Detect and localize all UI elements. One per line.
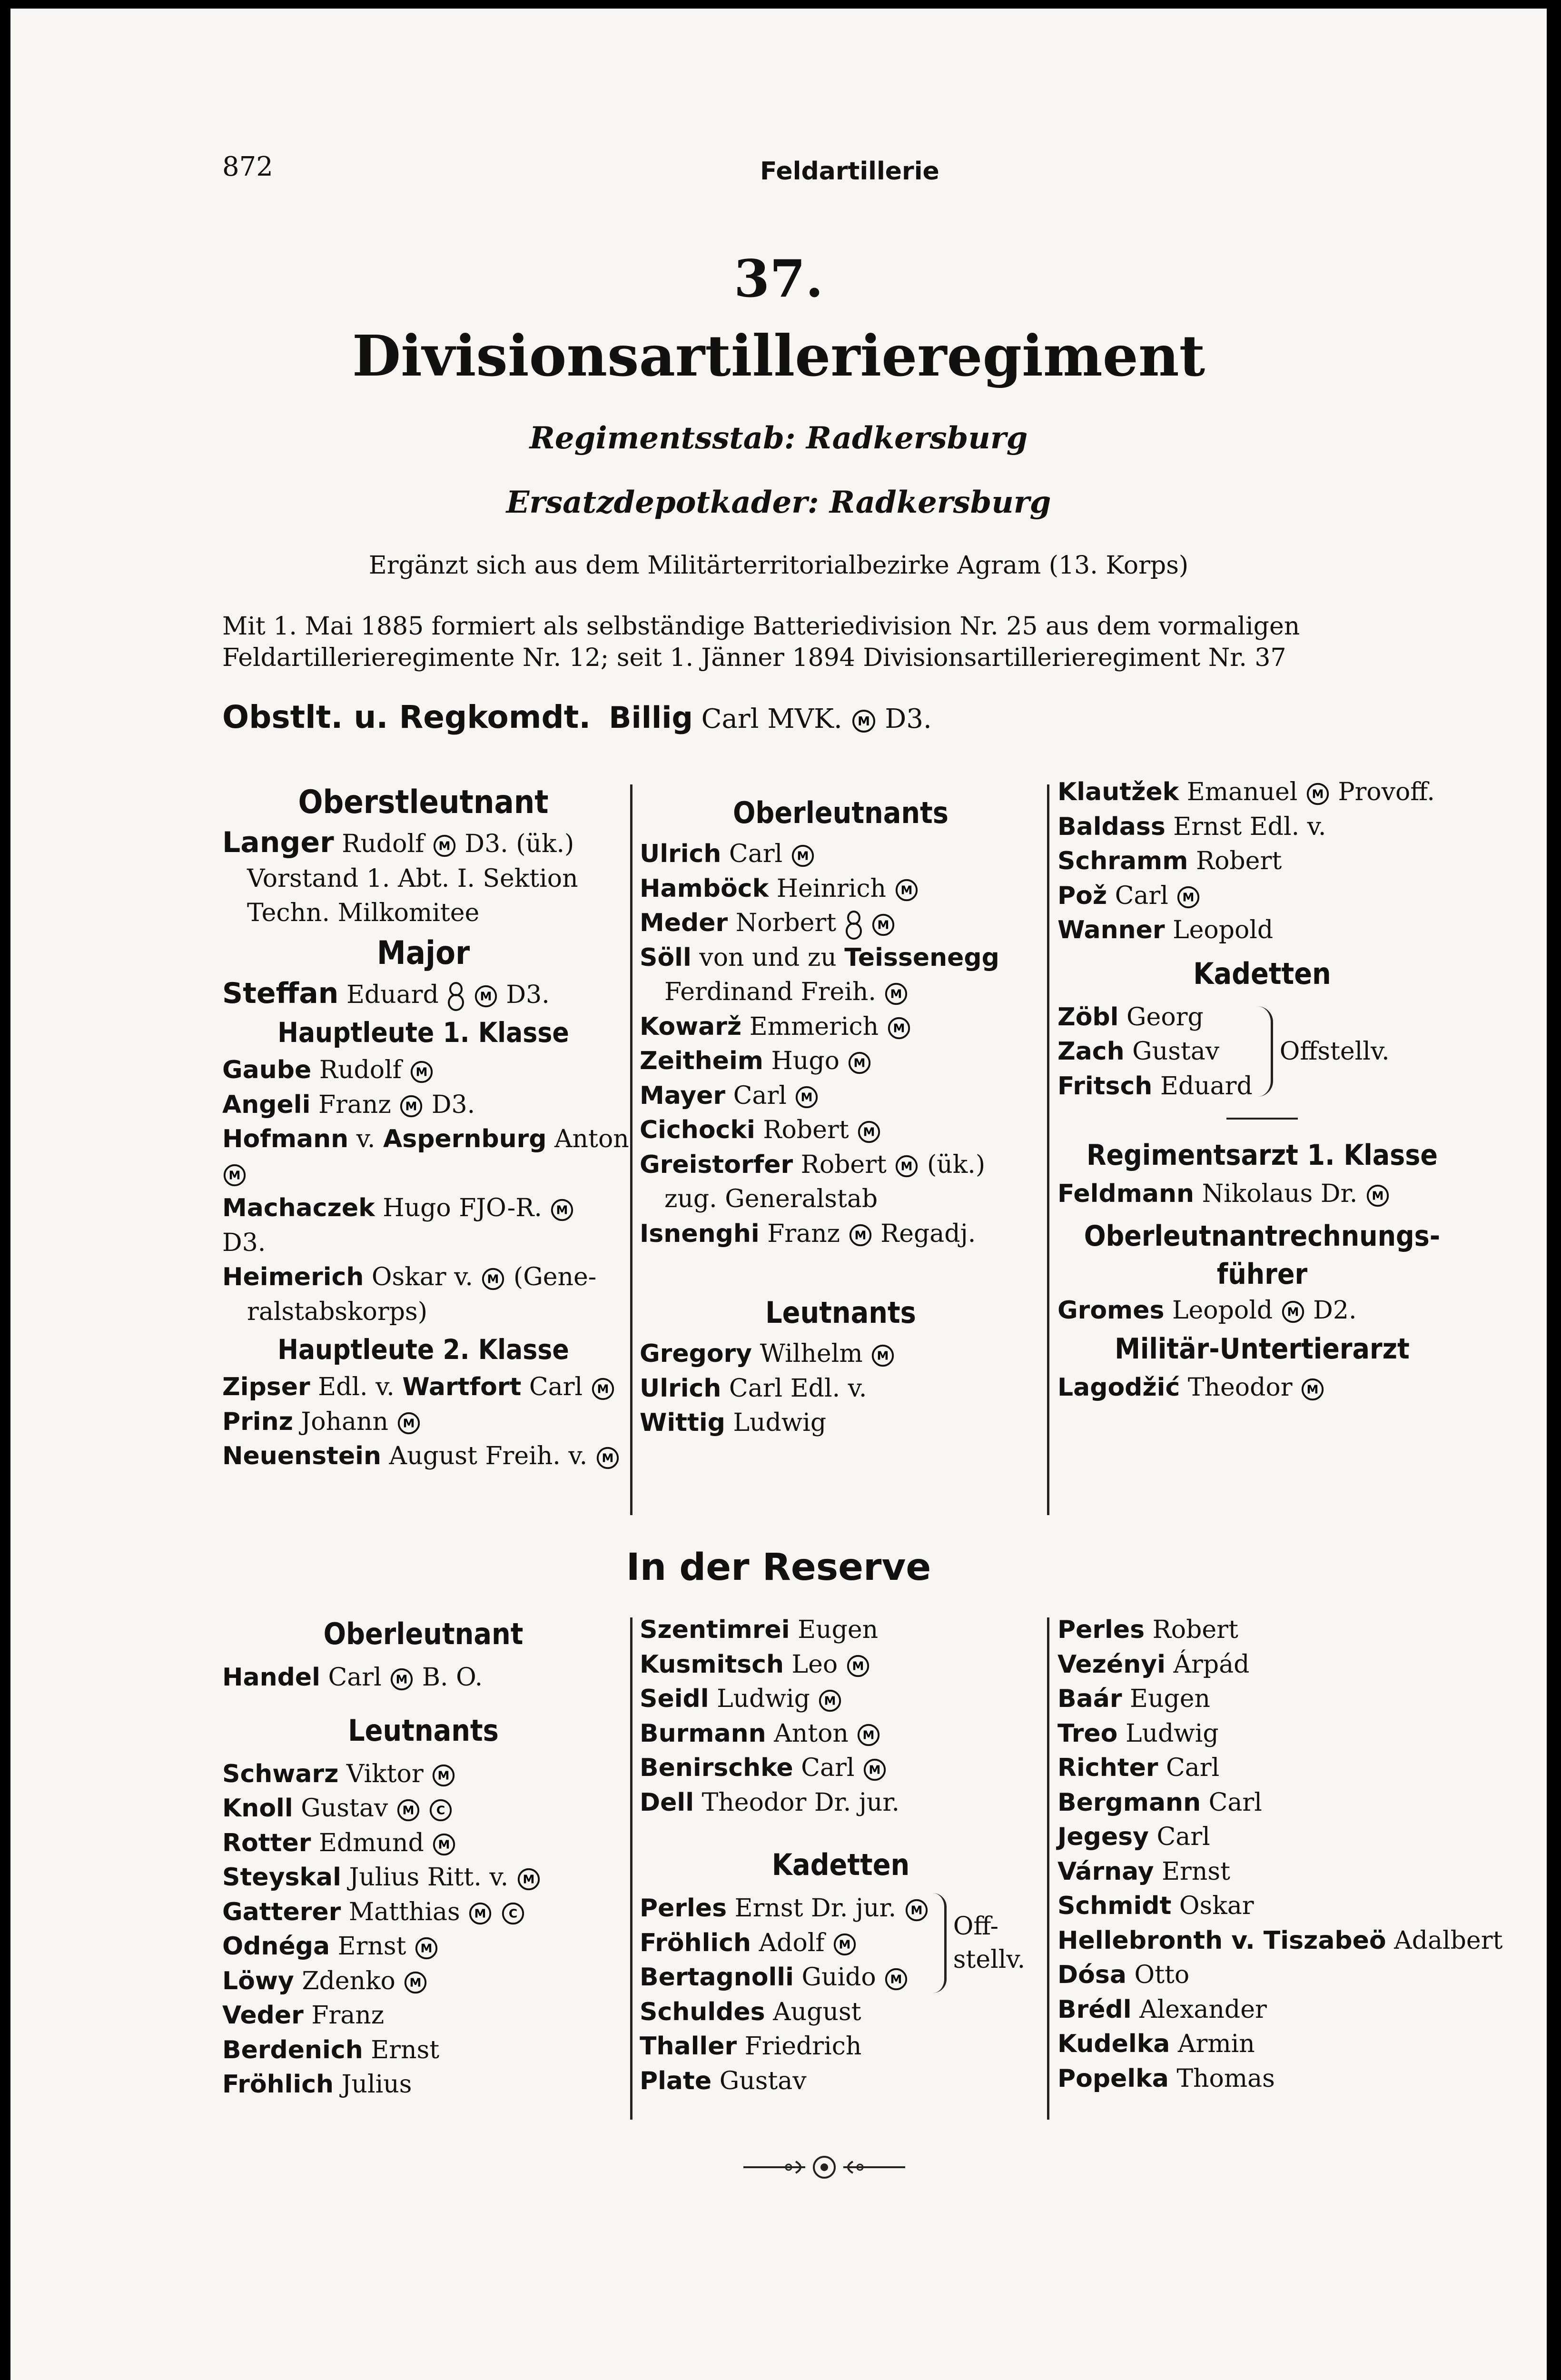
heading-regimentsarzt: Regimentsarzt 1. Klasse: [1086, 1139, 1438, 1172]
entry-poz: Pož Carl M: [1057, 879, 1467, 913]
history-paragraph: Mit 1. Mai 1885 formiert als selbständige Batteriedivision Nr. 25 aus dem vormaligen Feldartillerieregimente Nr. 12; seit 1. Jänner 1894 Divisionsartillerieregiment Nr. 37: [222, 612, 1300, 672]
kommandant-line: [222, 699, 932, 735]
stab-label: Regimentsstab:: [529, 420, 796, 456]
regiment-title: Divisionsartillerieregiment: [352, 323, 1205, 389]
active-column-1: [222, 780, 629, 1474]
entry-wittig: Wittig Ludwig: [640, 1408, 827, 1437]
svg-text:M: M: [857, 714, 870, 729]
entry-hofmann: Hofmann v. Aspernburg Anton: [222, 1125, 629, 1153]
entry-ulrich: Ulrich Carl M: [640, 837, 1042, 872]
entry-feldmann: Feldmann Nikolaus Dr. M: [1057, 1177, 1467, 1211]
langer-note-1: Vorstand 1. Abt. I. Sektion: [247, 864, 578, 893]
entry-benirschke: Benirschke Carl M: [640, 1751, 1042, 1785]
reserve-column-1: [222, 1608, 624, 2102]
medal-icon: [474, 984, 498, 1009]
svg-text:M: M: [877, 1349, 889, 1363]
entry-zeitheim: Zeitheim Hugo M: [640, 1044, 1042, 1079]
entry-vezenyi: Vezényi Árpád: [1057, 1650, 1250, 1679]
medal-icon: [409, 1060, 434, 1084]
medal-icon: [414, 1936, 439, 1961]
medal-icon: [431, 1763, 456, 1788]
entry-jegesy: Jegesy Carl: [1057, 1823, 1210, 1851]
svg-text:M: M: [893, 1021, 905, 1035]
svg-text:M: M: [1306, 1382, 1319, 1397]
medal-icon: [846, 1654, 870, 1678]
entry-varnay: Várnay Ernst: [1057, 1857, 1230, 1886]
medal-icon: [481, 1267, 505, 1291]
medal-icon: [904, 1898, 929, 1923]
svg-text:M: M: [1287, 1305, 1299, 1319]
heading-rechnungsfuehrer-1: Oberleutnantrechnungs-: [1084, 1219, 1441, 1253]
entry-soell: Söll von und zu Teissenegg: [640, 943, 999, 972]
svg-text:M: M: [800, 1090, 813, 1104]
entry-perles-ernst: Perles Ernst Dr. jur. M: [640, 1891, 929, 1926]
medal-icon: [389, 1667, 414, 1692]
svg-text:M: M: [862, 1728, 875, 1742]
column-rule-4: [1047, 1617, 1049, 2120]
svg-text:M: M: [854, 1228, 867, 1242]
entry-baar: Baár Eugen: [1057, 1685, 1210, 1713]
svg-text:M: M: [852, 1659, 864, 1673]
medal-icon: [856, 1723, 881, 1747]
svg-text:M: M: [480, 989, 492, 1003]
column-rule-1: [630, 784, 632, 1515]
entry-handel: Handel Carl M B. O.: [222, 1663, 483, 1692]
svg-text:M: M: [416, 1065, 428, 1079]
entry-bergmann: Bergmann Carl: [1057, 1788, 1262, 1817]
kadetten-stellv: stellv.: [953, 1945, 1026, 1974]
entry-hofmann-cont: [222, 1157, 624, 1191]
medal-icon: [847, 1051, 872, 1075]
heading-major: Major: [376, 934, 470, 972]
medal-icon: [399, 1094, 424, 1119]
medal-icon: [851, 708, 877, 734]
reserve-title: In der Reserve: [626, 1546, 931, 1589]
medal-icon: [550, 1198, 574, 1222]
medal-icon: [396, 1411, 421, 1436]
greistorfer-note: zug. Generalstab: [664, 1185, 878, 1213]
heimerich-note: ralstabskorps): [247, 1297, 427, 1326]
entry-berdenich: Berdenich Ernst: [222, 2035, 440, 2064]
medal-icon: [516, 1867, 541, 1892]
stab-place: Radkersburg: [806, 420, 1028, 456]
heading-kadetten: Kadetten: [1193, 956, 1331, 991]
entry-schmidt: Schmidt Oskar: [1057, 1892, 1254, 1920]
kommandant-surname: Billig: [609, 700, 693, 735]
medal-icon: [871, 912, 896, 937]
entry-dosa: Dósa Otto: [1057, 1961, 1190, 1989]
medal-icon: [403, 1970, 428, 1995]
entry-kudelka: Kudelka Armin: [1057, 2030, 1255, 2058]
entry-knoll: Knoll Gustav M C: [222, 1791, 624, 1826]
svg-text:M: M: [228, 1168, 241, 1182]
entry-froehlich-adolf: Fröhlich Adolf M: [640, 1926, 929, 1961]
reserve-column-2: [640, 1613, 1042, 2098]
heading-hauptleute-1: Hauptleute 1. Klasse: [277, 1016, 569, 1049]
svg-text:M: M: [438, 1837, 450, 1852]
entry-hamboeck: Hamböck Heinrich M: [640, 872, 1042, 906]
svg-text:M: M: [890, 987, 902, 1001]
medal-icon: [832, 1932, 857, 1957]
medal-icon: [1305, 782, 1330, 806]
entry-machaczek-cont: D3.: [222, 1228, 266, 1257]
medal-icon: [884, 982, 909, 1006]
entry-steffan: Steffan Eduard M D3.: [222, 976, 624, 1012]
medal-icon: [468, 1901, 493, 1926]
svg-text:C: C: [508, 1906, 517, 1921]
entry-popelka: Popelka Thomas: [1057, 2064, 1275, 2093]
heading-oberleutnants: Oberleutnants: [733, 795, 948, 830]
medal-icon: [862, 1757, 887, 1782]
entry-froehlich-julius: Fröhlich Julius: [222, 2070, 412, 2099]
entry-dell: Dell Theodor Dr. jur.: [640, 1788, 900, 1817]
entry-richter: Richter Carl: [1057, 1754, 1220, 1782]
svg-text:M: M: [797, 849, 809, 863]
active-column-3: [1057, 775, 1467, 1405]
brace-icon: [1257, 1006, 1273, 1097]
medal-icon: [894, 1154, 919, 1179]
entry-zipser: Zipser Edl. v. Wartfort Carl M: [222, 1370, 624, 1405]
reserve-kadetten-group: [640, 1891, 1042, 1995]
entry-zach: Zach Gustav: [1057, 1037, 1220, 1066]
entry-hellebronth: Hellebronth v. Tiszabeö Adalbert: [1057, 1926, 1503, 1955]
entry-seidl: Seidl Ludwig M: [640, 1682, 1042, 1716]
svg-text:M: M: [420, 1941, 433, 1955]
order-knot-icon: [844, 909, 863, 941]
entry-greistorfer: Greistorfer Robert M (ük.): [640, 1150, 986, 1179]
svg-text:M: M: [824, 1694, 836, 1708]
ersatz-line: [10, 485, 1547, 520]
langer-note-2: Techn. Milkomitee: [247, 899, 480, 927]
entry-veder: Veder Franz: [222, 2001, 385, 2030]
kadetten-group: [1057, 1000, 1467, 1104]
entry-ulrich-2: Ulrich Carl Edl. v.: [640, 1374, 867, 1403]
entry-kusmitsch: Kusmitsch Leo M: [640, 1647, 1042, 1682]
ornament-icon: [743, 2153, 905, 2182]
document-page: [10, 9, 1547, 2380]
entry-bredl: Brédl Alexander: [1057, 1995, 1267, 2024]
entry-schuldes: Schuldes August: [640, 1997, 861, 2026]
column-rule-3: [630, 1617, 632, 2120]
entry-kowarz: Kowarž Emmerich M: [640, 1010, 1042, 1044]
medal-icon: [857, 1120, 881, 1144]
svg-text:M: M: [523, 1872, 535, 1886]
order-knot-icon: [446, 981, 465, 1012]
kadetten-off: Off-: [953, 1912, 999, 1941]
medal-icon: [1365, 1183, 1390, 1208]
entry-gaube: Gaube Rudolf M: [222, 1053, 624, 1088]
regimentsstab-line: [10, 420, 1547, 456]
circled-c-icon: [501, 1901, 525, 1926]
heading-leutnants: Leutnants: [765, 1295, 916, 1330]
heading-untertierarzt: Militär-Untertierarzt: [1115, 1332, 1410, 1366]
entry-rotter: Rotter Edmund M: [222, 1826, 624, 1861]
separator-line: [1226, 1118, 1298, 1120]
running-title: Feldartillerie: [760, 157, 939, 186]
svg-text:M: M: [402, 1803, 415, 1817]
ersatz-place: Radkersburg: [829, 485, 1051, 520]
medal-icon: [595, 1446, 620, 1470]
svg-text:M: M: [487, 1272, 499, 1286]
medal-icon: [794, 1085, 819, 1110]
active-column-2: [640, 789, 1042, 1440]
heading-reserve-oberleutnant: Oberleutnant: [323, 1616, 524, 1651]
medal-icon: [848, 1223, 873, 1248]
entry-bertagnolli: Bertagnolli Guido M: [640, 1960, 929, 1995]
entry-schramm: Schramm Robert: [1057, 847, 1282, 875]
regiment-number: 37.: [734, 249, 823, 309]
heading-oberstleutnant: Oberstleutnant: [298, 783, 549, 821]
circled-c-icon: [428, 1798, 453, 1823]
entry-machaczek: Machaczek Hugo FJO-R. M: [222, 1191, 624, 1226]
svg-text:M: M: [438, 839, 451, 853]
svg-text:M: M: [863, 1125, 875, 1139]
medal-icon: [591, 1377, 615, 1401]
entry-treo: Treo Ludwig: [1057, 1719, 1219, 1748]
svg-text:M: M: [405, 1099, 417, 1113]
brace-icon: [933, 1893, 947, 1993]
medal-icon: [1281, 1299, 1305, 1324]
entry-soell-cont: Ferdinand Freih. M: [640, 975, 1042, 1010]
kommandant-suffix: D3.: [885, 704, 932, 734]
medal-icon: [1300, 1377, 1325, 1402]
entry-odnega: Odnéga Ernst M: [222, 1929, 624, 1964]
svg-text:M: M: [869, 1763, 881, 1777]
entry-loewy: Löwy Zdenko M: [222, 1964, 624, 1999]
svg-text:M: M: [409, 1975, 422, 1990]
ersatz-label: Ersatzdepotkader:: [506, 485, 819, 520]
heading-rechnungsfuehrer-2: führer: [1216, 1257, 1308, 1291]
svg-text:M: M: [877, 918, 889, 932]
entry-steyskal: Steyskal Julius Ritt. v. M: [222, 1860, 624, 1895]
medal-icon: [432, 833, 457, 858]
entry-lagodzic: Lagodžić Theodor M: [1057, 1370, 1467, 1405]
svg-text:M: M: [854, 1056, 866, 1070]
svg-text:M: M: [901, 1159, 913, 1173]
medal-icon: [432, 1832, 456, 1857]
svg-text:M: M: [839, 1937, 851, 1952]
medal-icon: [222, 1163, 247, 1188]
svg-text:C: C: [436, 1803, 445, 1817]
entry-langer: Langer Rudolf M D3. (ük.): [222, 826, 574, 859]
svg-text:M: M: [1372, 1189, 1384, 1203]
medal-icon: [894, 878, 919, 902]
entry-gregory: Gregory Wilhelm M: [640, 1337, 1042, 1371]
page-number: 872: [222, 151, 273, 182]
entry-angeli: Angeli Franz M D3.: [222, 1090, 475, 1119]
svg-text:M: M: [437, 1768, 450, 1783]
entry-mayer: Mayer Carl M: [640, 1079, 1042, 1113]
kommandant-rank: Obstlt. u. Regkomdt.: [222, 699, 591, 735]
svg-text:M: M: [395, 1672, 408, 1686]
entry-meder: Meder Norbert M: [640, 906, 1042, 941]
heading-reserve-leutnants: Leutnants: [348, 1713, 499, 1748]
medal-icon: [884, 1967, 909, 1992]
entry-szentimrei: Szentimrei Eugen: [640, 1616, 879, 1644]
entry-gatterer: Gatterer Matthias M C: [222, 1895, 624, 1930]
entry-perles-robert: Perles Robert: [1057, 1616, 1238, 1644]
svg-text:M: M: [602, 1451, 614, 1465]
svg-text:M: M: [1312, 787, 1324, 801]
entry-isnenghi: Isnenghi Franz M Regadj.: [640, 1219, 976, 1248]
medal-icon: [790, 843, 815, 868]
entry-thaller: Thaller Friedrich: [640, 2032, 862, 2061]
entry-klautzek: Klautžek Emanuel M Provoff.: [1057, 778, 1435, 806]
svg-text:M: M: [910, 1903, 923, 1917]
ergaenzung-line: Ergänzt sich aus dem Militärterritorialbezirke Agram (13. Korps): [368, 551, 1189, 580]
entry-schwarz: Schwarz Viktor M: [222, 1757, 624, 1792]
medal-icon: [1176, 885, 1201, 910]
entry-cichocki: Cichocki Robert M: [640, 1113, 1042, 1148]
kadetten-offstellv: Offstellv.: [1279, 1037, 1390, 1066]
entry-burmann: Burmann Anton M: [640, 1716, 1042, 1751]
heading-hauptleute-2: Hauptleute 2. Klasse: [277, 1333, 569, 1366]
svg-text:M: M: [403, 1416, 415, 1430]
entry-wanner: Wanner Leopold: [1057, 916, 1274, 944]
medal-icon: [887, 1016, 911, 1041]
svg-text:M: M: [597, 1382, 609, 1396]
medal-icon: [818, 1688, 842, 1713]
entry-heimerich: Heimerich Oskar v. M (Gene-: [222, 1263, 597, 1291]
kommandant-given: Carl MVK.: [701, 704, 842, 734]
svg-text:M: M: [1183, 890, 1195, 904]
entry-plate: Plate Gustav: [640, 2066, 807, 2095]
svg-text:M: M: [890, 1972, 902, 1986]
entry-zoebl: Zöbl Georg: [1057, 1002, 1204, 1031]
heading-reserve-kadetten: Kadetten: [771, 1847, 910, 1882]
entry-fritsch: Fritsch Eduard: [1057, 1071, 1253, 1101]
entry-prinz: Prinz Johann M: [222, 1405, 624, 1439]
column-rule-2: [1047, 784, 1049, 1515]
svg-text:M: M: [474, 1906, 486, 1921]
reserve-column-3: [1057, 1613, 1503, 2096]
entry-neuenstein: Neuenstein August Freih. v. M: [222, 1439, 624, 1474]
entry-gromes: Gromes Leopold M D2.: [1057, 1296, 1357, 1325]
medal-icon: [870, 1343, 895, 1368]
entry-baldass: Baldass Ernst Edl. v.: [1057, 812, 1326, 841]
medal-icon: [396, 1798, 421, 1823]
svg-text:M: M: [900, 883, 913, 897]
svg-text:M: M: [556, 1203, 568, 1217]
